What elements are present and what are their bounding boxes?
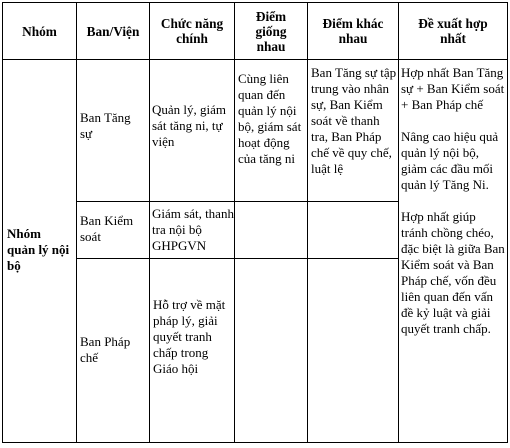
proposal-p2: Nâng cao hiệu quả quản lý nội bộ, giảm các đầu mối quản lý Tăng Ni. [401, 129, 499, 192]
group-name: Nhóm quản lý nội bộ [7, 226, 70, 273]
proposal-text [401, 65, 505, 337]
header-dept-cell [76, 2, 150, 60]
row3-similar-cell [234, 258, 308, 443]
row2-dept-cell [76, 201, 150, 259]
header-different-cell [307, 2, 399, 60]
header-group-cell [2, 2, 77, 60]
proposal-p3: Hợp nhất giúp tránh chồng chéo, đặc biệt là giữa Ban Kiểm soát và Ban Pháp chế, vốn đều liên quan đến vấn đề kỷ luật và giải quyết tranh chấp. [401, 209, 505, 336]
row2-different-cell [307, 201, 399, 259]
header-proposal: Đề xuất hợp nhất [418, 16, 488, 46]
row2-function: Giám sát, thanh tra nội bộ GHPGVN [152, 206, 234, 253]
header-group: Nhóm [22, 23, 57, 39]
row3-function-cell [149, 258, 235, 443]
row1-function-cell [149, 59, 235, 202]
header-dept: Ban/Viện [86, 23, 140, 39]
proposal-p1: Hợp nhất Ban Tăng sự + Ban Kiểm soát + Ban Pháp chế [401, 65, 505, 112]
row1-similar-cell [234, 59, 308, 202]
row3-dept-cell [76, 258, 150, 443]
header-function: Chức năng chính [160, 16, 224, 46]
header-proposal-cell [398, 2, 508, 60]
header-different: Điểm khác nhau [322, 16, 384, 46]
row1-dept-cell [76, 59, 150, 202]
row1-different-cell [307, 59, 399, 202]
row2-dept: Ban Kiểm soát [80, 213, 134, 244]
group-cell [2, 59, 77, 443]
row3-function: Hỗ trợ về mặt pháp lý, giải quyết tranh chấp trong Giáo hội [153, 297, 226, 376]
header-similar: Điểm giống nhau [255, 8, 287, 54]
comparison-table [2, 2, 508, 448]
proposal-cell [398, 59, 508, 443]
row1-function: Quản lý, giám sát tăng ni, tự viện [152, 102, 227, 149]
row2-function-cell [149, 201, 235, 259]
row3-dept: Ban Pháp chế [80, 334, 131, 365]
header-similar-cell [234, 2, 308, 60]
row1-dept: Ban Tăng sự [80, 110, 131, 141]
row1-similar: Cùng liên quan đến quản lý nội bộ, giám sát hoạt động của tăng ni [238, 71, 302, 166]
row1-different: Ban Tăng sự tập trung vào nhân sự, Ban Kiểm soát về thanh tra, Ban Pháp chế về quy chế, luật lệ [311, 65, 397, 176]
row3-different-cell [307, 258, 399, 443]
row2-similar-cell [234, 201, 308, 259]
header-function-cell [149, 2, 235, 60]
